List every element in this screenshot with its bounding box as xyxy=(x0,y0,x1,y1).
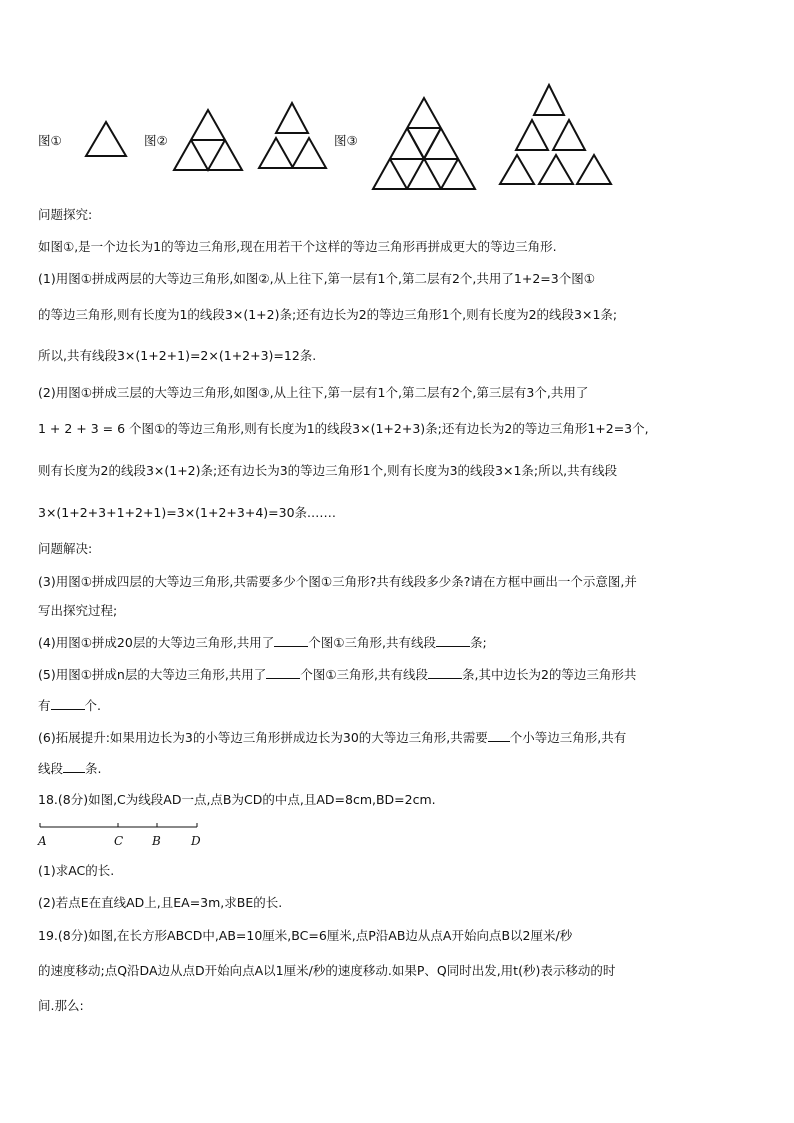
question-6-line2 xyxy=(38,760,102,778)
explore-part2-line1: (2)用图①拼成三层的大等边三角形,如图③,从上往下,第一层有1个,第二层有2个,第三层有3个,共用了 xyxy=(38,385,589,400)
question-19-line1: 19.(8分)如图,在长方形ABCD中,AB=10厘米,BC=6厘米,点P沿AB边从点A开始向点B以2厘米/秒 xyxy=(38,928,573,943)
answer-blank[interactable] xyxy=(428,666,462,679)
question-18-stem: 18.(8分)如图,C为线段AD一点,点B为CD的中点,且AD=8cm,BD=2cm. xyxy=(38,792,436,807)
three-layer-triangle-exploded xyxy=(500,85,611,184)
answer-blank[interactable] xyxy=(274,634,308,647)
question-5-text-e: 个. xyxy=(84,698,101,713)
question-4-text-a: (4)用图①拼成20层的大等边三角形,共用了 xyxy=(38,635,275,650)
question-5-text-d: 有 xyxy=(38,698,51,713)
explore-part1-line3: 所以,共有线段3×(1+2+1)=2×(1+2+3)=12条. xyxy=(38,348,317,363)
triangle-figures xyxy=(0,0,794,200)
question-19-line2: 的速度移动;点Q沿DA边从点D开始向点A以1厘米/秒的速度移动.如果P、Q同时出发,用t(秒)表示移动的时 xyxy=(38,963,616,978)
question-4-text-b: 个图①三角形,共有线段 xyxy=(308,635,436,650)
answer-blank[interactable] xyxy=(436,634,470,647)
point-label-c: C xyxy=(114,834,124,848)
question-3-line1: (3)用图①拼成四层的大等边三角形,共需要多少个图①三角形?共有线段多少条?请在方框中画出一个示意图,并 xyxy=(38,574,637,589)
question-5-text-b: 个图①三角形,共有线段 xyxy=(300,667,428,682)
figure-2-label: 图② xyxy=(144,133,168,148)
point-label-d: D xyxy=(191,834,201,848)
answer-blank[interactable] xyxy=(266,666,300,679)
explore-part1-line1: (1)用图①拼成两层的大等边三角形,如图②,从上往下,第一层有1个,第二层有2个,共用了1+2=3个图① xyxy=(38,271,595,286)
answer-blank[interactable] xyxy=(51,697,85,710)
figure-3-label: 图③ xyxy=(334,133,358,148)
point-label-a: A xyxy=(38,834,47,848)
question-6-text-a: (6)拓展提升:如果用边长为3的小等边三角形拼成边长为30的大等边三角形,共需要 xyxy=(38,730,488,745)
question-6-line1 xyxy=(38,729,626,747)
segment-diagram xyxy=(0,815,794,855)
explore-part1-line2: 的等边三角形,则有长度为1的线段3×(1+2)条;还有边长为2的等边三角形1个,则有长度为2的线段3×1条; xyxy=(38,307,618,322)
question-18-part1: (1)求AC的长. xyxy=(38,863,115,878)
question-19-line3: 间.那么: xyxy=(38,998,84,1013)
solve-heading: 问题解决: xyxy=(38,541,93,556)
question-4 xyxy=(38,634,487,652)
three-layer-triangle xyxy=(373,98,475,189)
answer-blank[interactable] xyxy=(63,760,85,773)
question-3-line2: 写出探究过程; xyxy=(38,603,118,618)
two-layer-triangle xyxy=(174,110,242,170)
question-18-part2: (2)若点E在直线AD上,且EA=3m,求BE的长. xyxy=(38,895,283,910)
unit-triangle xyxy=(86,122,126,156)
question-6-text-c: 线段 xyxy=(38,761,64,776)
question-4-text-c: 条; xyxy=(469,635,487,650)
explore-intro: 如图①,是一个边长为1的等边三角形,现在用若干个这样的等边三角形再拼成更大的等边三角形. xyxy=(38,239,557,254)
question-5-text-c: 条,其中边长为2的等边三角形共 xyxy=(462,667,637,682)
explore-part2-line3: 则有长度为2的线段3×(1+2)条;还有边长为3的等边三角形1个,则有长度为3的线段3×1条;所以,共有线段 xyxy=(38,463,618,478)
question-5-line1 xyxy=(38,666,636,684)
figure-1-label: 图① xyxy=(38,133,62,148)
explore-heading: 问题探究: xyxy=(38,207,93,222)
question-5-line2 xyxy=(38,697,101,715)
point-label-b: B xyxy=(152,834,161,848)
question-6-text-d: 条. xyxy=(85,761,102,776)
explore-part2-line4: 3×(1+2+3+1+2+1)=3×(1+2+3+4)=30条.…… xyxy=(38,505,337,520)
two-layer-triangle-exploded xyxy=(259,103,326,168)
question-5-text-a: (5)用图①拼成n层的大等边三角形,共用了 xyxy=(38,667,267,682)
explore-part2-line2: 1 + 2 + 3 = 6 个图①的等边三角形,则有长度为1的线段3×(1+2+3)条;还有边长为2的等边三角形1+2=3个, xyxy=(38,421,649,436)
answer-blank[interactable] xyxy=(488,729,510,742)
question-6-text-b: 个小等边三角形,共有 xyxy=(509,730,627,745)
